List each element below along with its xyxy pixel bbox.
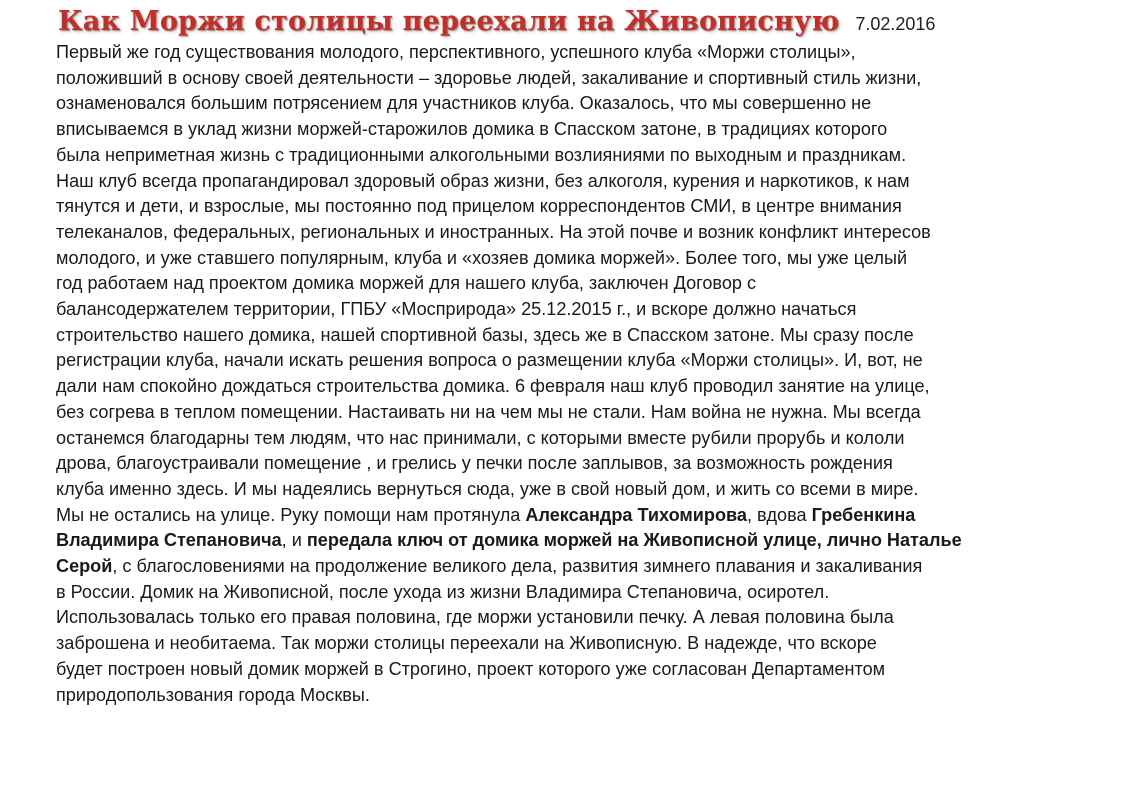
text-line: дрова, благоустраивали помещение , и грелись у печки после заплывов, за возможность рождения	[56, 453, 893, 474]
text-line: строительство нашего домика, нашей спортивной базы, здесь же в Спасском затоне. Мы сразу после	[56, 324, 914, 345]
text-line: останемся благодарны тем людям, что нас принимали, с которыми вместе рубили прорубь и кололи	[56, 427, 905, 448]
text-line: молодого, и уже ставшего популярным, клуба и «хозяев домика моржей». Более того, мы уже целый	[56, 247, 908, 268]
text-line: заброшена и необитаема. Так моржи столицы переехали на Живописную. В надежде, что вскоре	[56, 633, 877, 654]
text-line: балансодержателем территории, ГПБУ «Мосприрода» 25.12.2015 г., и вскоре должно начаться	[56, 299, 857, 320]
text-line: дали нам спокойно дождаться строительства домика. 6 февраля наш клуб проводил занятие на улице,	[56, 376, 930, 397]
text-line: в России. Домик на Живописной, после ухода из жизни Владимира Степановича, осиротел.	[56, 581, 830, 602]
text-run: , с благословениями на продолжение великого дела, развития зимнего плавания и закаливания	[112, 556, 923, 577]
text-line: клуба именно здесь. И мы надеялись вернуться сюда, уже в свой новый дом, и жить со всеми в мире.	[56, 478, 919, 499]
text-line-rich	[56, 554, 1114, 580]
text-run: , вдова	[746, 504, 812, 525]
text-line: была неприметная жизнь с традиционными алкогольными возлияниями по выходным и праздникам.	[56, 144, 907, 165]
title-row	[58, 6, 1108, 42]
bold-name: Серой	[56, 556, 113, 577]
text-line: без согрева в теплом помещении. Настаивать ни на чем мы не стали. Нам война не нужна. Мы всегда	[56, 401, 921, 422]
text-run: Мы не остались на улице. Руку помощи нам протянула	[56, 504, 526, 525]
text-line: тянутся и дети, и взрослые, мы постоянно под прицелом корреспондентов СМИ, в центре внимания	[56, 196, 902, 217]
text-line-rich	[56, 503, 1114, 529]
bold-name: Гребенкина	[811, 504, 916, 525]
text-line: Использовалась только его правая половина, где моржи установили печку. А левая половина была	[56, 607, 894, 628]
article-body	[56, 40, 1114, 708]
text-line: будет построен новый домик моржей в Строгино, проект которого уже согласован Департаментом	[56, 658, 886, 679]
text-line: Первый же год существования молодого, перспективного, успешного клуба «Моржи столицы»,	[56, 42, 856, 62]
text-line: природопользования города Москвы.	[56, 684, 370, 705]
text-line: регистрации клуба, начали искать решения вопроса о размещении клуба «Моржи столицы». И, вот, не	[56, 350, 923, 371]
text-line-rich	[56, 528, 1114, 554]
bold-name: Александра Тихомирова	[525, 504, 747, 525]
text-line: телеканалов, федеральных, региональных и иностранных. На этой почве и возник конфликт интересов	[56, 221, 931, 242]
date-label: 7.02.2016	[855, 14, 936, 34]
bold-emphasis: передала ключ от домика моржей на Живописной улице, лично Наталье	[306, 530, 962, 551]
text-line: положивший в основу своей деятельности – здоровье людей, закаливание и спортивный стиль жизни,	[56, 67, 922, 88]
page-title: Как Моржи столицы переехали на Живописную	[58, 6, 840, 37]
text-run: , и	[281, 530, 307, 551]
text-line: Наш клуб всегда пропагандировал здоровый образ жизни, без алкоголя, курения и наркотиков, к нам	[56, 170, 910, 191]
bold-name: Владимира Степановича	[56, 530, 282, 551]
text-line: год работаем над проектом домика моржей для нашего клуба, заключен Договор с	[56, 273, 757, 294]
text-line: ознаменовался большим потрясением для участников клуба. Оказалось, что мы совершенно не	[56, 93, 872, 114]
text-line: вписываемся в уклад жизни моржей-старожилов домика в Спасском затоне, в традициях которого	[56, 119, 888, 140]
